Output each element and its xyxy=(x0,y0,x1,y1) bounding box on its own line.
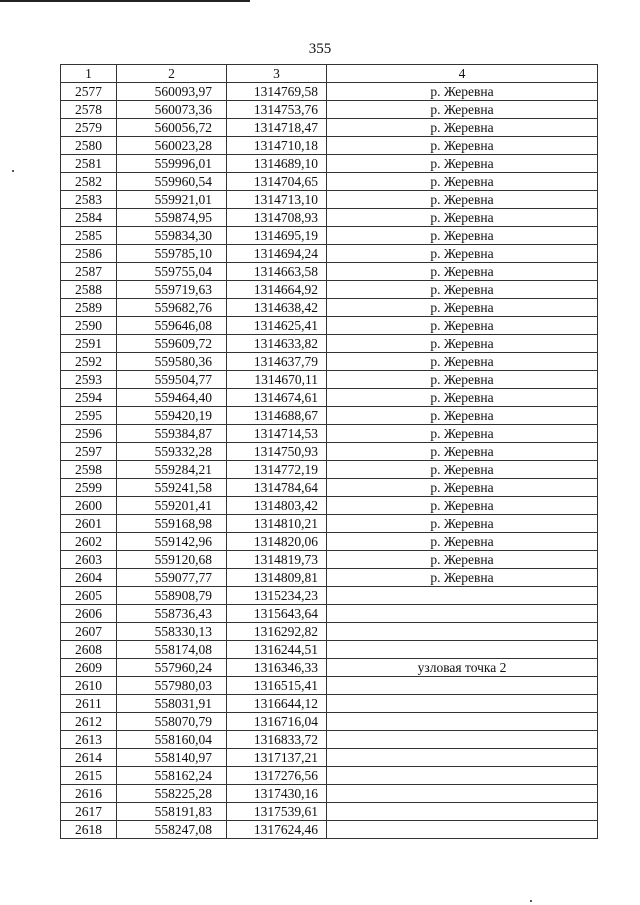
coord-x-cell: 560056,72 xyxy=(117,119,227,137)
description-cell: узловая точка 2 xyxy=(327,659,598,677)
description-cell: р. Жеревна xyxy=(327,173,598,191)
description-cell: р. Жеревна xyxy=(327,83,598,101)
table-row xyxy=(61,335,598,353)
coord-y-cell: 1316716,04 xyxy=(227,713,327,731)
description-cell xyxy=(327,821,598,839)
point-number-cell: 2591 xyxy=(61,335,117,353)
coord-y-cell: 1314810,21 xyxy=(227,515,327,533)
point-number-cell: 2600 xyxy=(61,497,117,515)
description-cell: р. Жеревна xyxy=(327,515,598,533)
coord-x-cell: 560093,97 xyxy=(117,83,227,101)
coord-x-cell: 559241,58 xyxy=(117,479,227,497)
table-row xyxy=(61,623,598,641)
coord-y-cell: 1314772,19 xyxy=(227,461,327,479)
coord-y-cell: 1316515,41 xyxy=(227,677,327,695)
table-row xyxy=(61,119,598,137)
description-cell: р. Жеревна xyxy=(327,281,598,299)
point-number-cell: 2582 xyxy=(61,173,117,191)
description-cell xyxy=(327,767,598,785)
coord-x-cell: 559834,30 xyxy=(117,227,227,245)
header-col-2: 2 xyxy=(117,65,227,83)
description-cell xyxy=(327,749,598,767)
description-cell: р. Жеревна xyxy=(327,191,598,209)
table-row xyxy=(61,137,598,155)
point-number-cell: 2581 xyxy=(61,155,117,173)
coord-y-cell: 1315643,64 xyxy=(227,605,327,623)
table-row xyxy=(61,731,598,749)
description-cell xyxy=(327,641,598,659)
coord-y-cell: 1314637,79 xyxy=(227,353,327,371)
table-row xyxy=(61,191,598,209)
coord-y-cell: 1314708,93 xyxy=(227,209,327,227)
table-row xyxy=(61,695,598,713)
table-row xyxy=(61,155,598,173)
table-row xyxy=(61,749,598,767)
description-cell: р. Жеревна xyxy=(327,425,598,443)
coord-x-cell: 559646,08 xyxy=(117,317,227,335)
description-cell xyxy=(327,731,598,749)
table-row xyxy=(61,209,598,227)
table-row xyxy=(61,785,598,803)
coord-x-cell: 559142,96 xyxy=(117,533,227,551)
point-number-cell: 2596 xyxy=(61,425,117,443)
description-cell: р. Жеревна xyxy=(327,407,598,425)
description-cell: р. Жеревна xyxy=(327,155,598,173)
coord-x-cell: 559077,77 xyxy=(117,569,227,587)
coord-y-cell: 1314710,18 xyxy=(227,137,327,155)
table-row xyxy=(61,353,598,371)
point-number-cell: 2618 xyxy=(61,821,117,839)
coord-x-cell: 559464,40 xyxy=(117,389,227,407)
point-number-cell: 2594 xyxy=(61,389,117,407)
coord-y-cell: 1314674,61 xyxy=(227,389,327,407)
point-number-cell: 2577 xyxy=(61,83,117,101)
table-row xyxy=(61,245,598,263)
point-number-cell: 2599 xyxy=(61,479,117,497)
table-row xyxy=(61,281,598,299)
header-col-1: 1 xyxy=(61,65,117,83)
point-number-cell: 2588 xyxy=(61,281,117,299)
coord-x-cell: 558191,83 xyxy=(117,803,227,821)
description-cell: р. Жеревна xyxy=(327,119,598,137)
description-cell: р. Жеревна xyxy=(327,533,598,551)
point-number-cell: 2598 xyxy=(61,461,117,479)
point-number-cell: 2615 xyxy=(61,767,117,785)
coord-x-cell: 559921,01 xyxy=(117,191,227,209)
coord-y-cell: 1316644,12 xyxy=(227,695,327,713)
description-cell: р. Жеревна xyxy=(327,353,598,371)
coord-y-cell: 1316292,82 xyxy=(227,623,327,641)
coord-y-cell: 1314670,11 xyxy=(227,371,327,389)
point-number-cell: 2595 xyxy=(61,407,117,425)
coord-x-cell: 560023,28 xyxy=(117,137,227,155)
coord-x-cell: 558247,08 xyxy=(117,821,227,839)
coord-y-cell: 1314803,42 xyxy=(227,497,327,515)
header-col-3: 3 xyxy=(227,65,327,83)
coord-x-cell: 559284,21 xyxy=(117,461,227,479)
point-number-cell: 2578 xyxy=(61,101,117,119)
description-cell xyxy=(327,785,598,803)
point-number-cell: 2583 xyxy=(61,191,117,209)
coord-x-cell: 559201,41 xyxy=(117,497,227,515)
table-row xyxy=(61,821,598,839)
coord-y-cell: 1317624,46 xyxy=(227,821,327,839)
table-row xyxy=(61,713,598,731)
point-number-cell: 2607 xyxy=(61,623,117,641)
coord-y-cell: 1314753,76 xyxy=(227,101,327,119)
point-number-cell: 2593 xyxy=(61,371,117,389)
table-row xyxy=(61,371,598,389)
point-number-cell: 2603 xyxy=(61,551,117,569)
coord-x-cell: 558908,79 xyxy=(117,587,227,605)
coord-x-cell: 558330,13 xyxy=(117,623,227,641)
coord-x-cell: 558162,24 xyxy=(117,767,227,785)
coord-x-cell: 559719,63 xyxy=(117,281,227,299)
coord-x-cell: 558225,28 xyxy=(117,785,227,803)
point-number-cell: 2611 xyxy=(61,695,117,713)
coord-x-cell: 559874,95 xyxy=(117,209,227,227)
point-number-cell: 2616 xyxy=(61,785,117,803)
description-cell: р. Жеревна xyxy=(327,209,598,227)
coord-y-cell: 1317430,16 xyxy=(227,785,327,803)
point-number-cell: 2580 xyxy=(61,137,117,155)
table-row xyxy=(61,587,598,605)
description-cell: р. Жеревна xyxy=(327,389,598,407)
coord-y-cell: 1314633,82 xyxy=(227,335,327,353)
point-number-cell: 2587 xyxy=(61,263,117,281)
table-row xyxy=(61,533,598,551)
point-number-cell: 2605 xyxy=(61,587,117,605)
point-number-cell: 2602 xyxy=(61,533,117,551)
scan-speck xyxy=(530,900,532,902)
coord-x-cell: 557960,24 xyxy=(117,659,227,677)
description-cell: р. Жеревна xyxy=(327,245,598,263)
description-cell: р. Жеревна xyxy=(327,299,598,317)
coord-y-cell: 1314663,58 xyxy=(227,263,327,281)
table-row xyxy=(61,299,598,317)
description-cell: р. Жеревна xyxy=(327,479,598,497)
point-number-cell: 2612 xyxy=(61,713,117,731)
description-cell xyxy=(327,677,598,695)
table-row xyxy=(61,515,598,533)
description-cell: р. Жеревна xyxy=(327,137,598,155)
coord-x-cell: 559996,01 xyxy=(117,155,227,173)
coord-x-cell: 559755,04 xyxy=(117,263,227,281)
scan-edge-line xyxy=(0,0,250,2)
point-number-cell: 2579 xyxy=(61,119,117,137)
table-row xyxy=(61,389,598,407)
description-cell: р. Жеревна xyxy=(327,335,598,353)
coord-y-cell: 1317137,21 xyxy=(227,749,327,767)
coord-x-cell: 559168,98 xyxy=(117,515,227,533)
description-cell xyxy=(327,695,598,713)
coord-y-cell: 1314718,47 xyxy=(227,119,327,137)
table-row xyxy=(61,227,598,245)
description-cell: р. Жеревна xyxy=(327,497,598,515)
point-number-cell: 2610 xyxy=(61,677,117,695)
description-cell: р. Жеревна xyxy=(327,317,598,335)
description-cell: р. Жеревна xyxy=(327,227,598,245)
coord-y-cell: 1316833,72 xyxy=(227,731,327,749)
point-number-cell: 2584 xyxy=(61,209,117,227)
coord-x-cell: 558031,91 xyxy=(117,695,227,713)
table-row xyxy=(61,605,598,623)
point-number-cell: 2586 xyxy=(61,245,117,263)
point-number-cell: 2592 xyxy=(61,353,117,371)
point-number-cell: 2609 xyxy=(61,659,117,677)
coord-x-cell: 559960,54 xyxy=(117,173,227,191)
table-row xyxy=(61,551,598,569)
table-row xyxy=(61,317,598,335)
coord-y-cell: 1314664,92 xyxy=(227,281,327,299)
coord-y-cell: 1316346,33 xyxy=(227,659,327,677)
coord-x-cell: 558070,79 xyxy=(117,713,227,731)
point-number-cell: 2604 xyxy=(61,569,117,587)
coord-x-cell: 559384,87 xyxy=(117,425,227,443)
table-row xyxy=(61,263,598,281)
description-cell: р. Жеревна xyxy=(327,569,598,587)
table-row xyxy=(61,569,598,587)
description-cell: р. Жеревна xyxy=(327,461,598,479)
description-cell: р. Жеревна xyxy=(327,443,598,461)
table-row xyxy=(61,803,598,821)
coord-x-cell: 558140,97 xyxy=(117,749,227,767)
description-cell xyxy=(327,713,598,731)
coord-x-cell: 559682,76 xyxy=(117,299,227,317)
point-number-cell: 2613 xyxy=(61,731,117,749)
coord-x-cell: 558160,04 xyxy=(117,731,227,749)
coord-y-cell: 1314750,93 xyxy=(227,443,327,461)
coord-y-cell: 1317276,56 xyxy=(227,767,327,785)
table-row xyxy=(61,677,598,695)
header-col-4: 4 xyxy=(327,65,598,83)
coord-x-cell: 559580,36 xyxy=(117,353,227,371)
coord-x-cell: 559504,77 xyxy=(117,371,227,389)
table-row xyxy=(61,641,598,659)
table-row xyxy=(61,479,598,497)
coordinates-table xyxy=(60,64,598,839)
coord-y-cell: 1314689,10 xyxy=(227,155,327,173)
table-row xyxy=(61,497,598,515)
description-cell: р. Жеревна xyxy=(327,101,598,119)
point-number-cell: 2601 xyxy=(61,515,117,533)
table-row xyxy=(61,659,598,677)
coord-y-cell: 1317539,61 xyxy=(227,803,327,821)
table-row xyxy=(61,173,598,191)
coord-x-cell: 559785,10 xyxy=(117,245,227,263)
table-row xyxy=(61,407,598,425)
point-number-cell: 2606 xyxy=(61,605,117,623)
coord-x-cell: 558736,43 xyxy=(117,605,227,623)
description-cell: р. Жеревна xyxy=(327,551,598,569)
coord-y-cell: 1316244,51 xyxy=(227,641,327,659)
coord-y-cell: 1314695,19 xyxy=(227,227,327,245)
coord-y-cell: 1314809,81 xyxy=(227,569,327,587)
description-cell xyxy=(327,587,598,605)
coord-x-cell: 559420,19 xyxy=(117,407,227,425)
table-header-row xyxy=(61,65,598,83)
point-number-cell: 2614 xyxy=(61,749,117,767)
coord-x-cell: 559609,72 xyxy=(117,335,227,353)
table-row xyxy=(61,425,598,443)
coord-x-cell: 557980,03 xyxy=(117,677,227,695)
coord-y-cell: 1314625,41 xyxy=(227,317,327,335)
table-row xyxy=(61,101,598,119)
coord-y-cell: 1314820,06 xyxy=(227,533,327,551)
point-number-cell: 2590 xyxy=(61,317,117,335)
point-number-cell: 2585 xyxy=(61,227,117,245)
coord-y-cell: 1314769,58 xyxy=(227,83,327,101)
point-number-cell: 2608 xyxy=(61,641,117,659)
coord-y-cell: 1314638,42 xyxy=(227,299,327,317)
coord-x-cell: 560073,36 xyxy=(117,101,227,119)
coord-x-cell: 559332,28 xyxy=(117,443,227,461)
table-row xyxy=(61,767,598,785)
coord-y-cell: 1314704,65 xyxy=(227,173,327,191)
coord-x-cell: 558174,08 xyxy=(117,641,227,659)
table-row xyxy=(61,461,598,479)
coord-y-cell: 1314714,53 xyxy=(227,425,327,443)
description-cell xyxy=(327,803,598,821)
table-row xyxy=(61,443,598,461)
description-cell: р. Жеревна xyxy=(327,263,598,281)
coord-y-cell: 1314688,67 xyxy=(227,407,327,425)
page-number: 355 xyxy=(308,41,332,57)
table-row xyxy=(61,83,598,101)
point-number-cell: 2589 xyxy=(61,299,117,317)
point-number-cell: 2617 xyxy=(61,803,117,821)
coord-x-cell: 559120,68 xyxy=(117,551,227,569)
point-number-cell: 2597 xyxy=(61,443,117,461)
description-cell xyxy=(327,623,598,641)
description-cell: р. Жеревна xyxy=(327,371,598,389)
description-cell xyxy=(327,605,598,623)
table-body xyxy=(61,83,598,839)
coord-y-cell: 1314694,24 xyxy=(227,245,327,263)
coord-y-cell: 1314713,10 xyxy=(227,191,327,209)
scan-speck xyxy=(12,170,14,172)
coord-y-cell: 1314784,64 xyxy=(227,479,327,497)
coord-y-cell: 1314819,73 xyxy=(227,551,327,569)
coord-y-cell: 1315234,23 xyxy=(227,587,327,605)
